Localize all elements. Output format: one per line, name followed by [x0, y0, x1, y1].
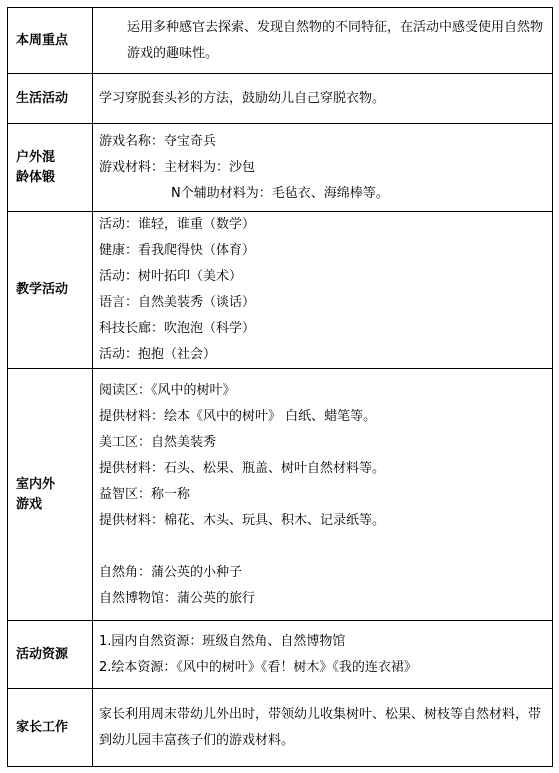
resource-item: 2.绘本资源：《风中的树叶》《看！树木》《我的连衣裙》	[99, 659, 417, 675]
row-parent-work	[8, 689, 553, 767]
label-text-line-2: 龄体锻	[16, 169, 56, 185]
life-text: 学习穿脱套头衫的方法，鼓励幼儿自己穿脱衣物。	[99, 90, 386, 106]
row-life-activity	[8, 74, 553, 124]
nature-museum: 自然博物馆：蒲公英的旅行	[99, 590, 256, 606]
label-weekly-focus	[8, 8, 93, 74]
content-teaching-activity	[93, 212, 553, 369]
teaching-item: 健康：看我爬得快（体育）	[99, 243, 256, 258]
art-materials: 提供材料：石头、松果、瓶盖、树叶自然材料等。	[99, 460, 386, 476]
puzzle-materials: 提供材料：棉花、木头、玩具、积木、记录纸等。	[99, 512, 386, 528]
content-parent-work	[93, 689, 553, 767]
label-text: 教学活动	[16, 282, 69, 297]
row-weekly-focus	[8, 8, 553, 74]
puzzle-area: 益智区：称一称	[99, 486, 191, 502]
label-text: 家长工作	[16, 719, 69, 735]
row-teaching-activity	[8, 212, 553, 369]
label-parent-work	[8, 689, 93, 767]
weekly-plan-table	[7, 7, 553, 767]
row-indoor-outdoor-games	[8, 369, 553, 621]
content-indoor-outdoor-games	[93, 369, 553, 621]
label-text: 本周重点	[16, 32, 69, 48]
parent-text: 家长利用周末带幼儿外出时，带领幼儿收集树叶、松果、树枝等自然材料，带到幼儿园丰富孩子们的游戏材料。	[99, 706, 542, 748]
label-text-line-2: 游戏	[16, 496, 43, 512]
teaching-item: 语言：自然美装秀（谈话）	[99, 295, 256, 310]
teaching-item: 科技长廊：吹泡泡（科学）	[99, 321, 256, 336]
label-activity-resources	[8, 621, 93, 689]
reading-area: 阅读区：《风中的树叶》	[99, 382, 236, 398]
game-name: 游戏名称：夺宝奇兵	[99, 133, 217, 149]
label-text-line-1: 户外混	[16, 149, 56, 165]
blank-line	[99, 534, 546, 560]
content-outdoor-exercise	[93, 124, 553, 212]
label-text: 生活活动	[16, 90, 69, 106]
label-text: 活动资源	[16, 646, 69, 662]
game-main-material: 游戏材料：主材料为：沙包	[99, 159, 256, 175]
content-weekly-focus	[93, 8, 553, 74]
label-outdoor-exercise	[8, 124, 93, 212]
label-text-line-1: 室内外	[16, 476, 56, 492]
content-life-activity	[93, 74, 553, 124]
label-indoor-outdoor-games	[8, 369, 93, 621]
art-area: 美工区：自然美装秀	[99, 434, 217, 450]
row-activity-resources	[8, 621, 553, 689]
reading-materials: 提供材料：绘本《风中的树叶》 白纸、蜡笔等。	[99, 408, 377, 424]
resource-item: 1.园内自然资源：班级自然角、自然博物馆	[99, 633, 346, 649]
teaching-item: 活动：谁轻，谁重（数学）	[99, 217, 256, 232]
content-activity-resources	[93, 621, 553, 689]
label-teaching-activity	[8, 212, 93, 369]
row-outdoor-exercise	[8, 124, 553, 212]
teaching-item: 活动：树叶拓印（美术）	[99, 269, 243, 284]
teaching-item: 活动：抱抱（社会）	[99, 347, 217, 362]
focus-text: 运用多种感官去探索、发现自然物的不同特征，在活动中感受使用自然物游戏的趣味性。	[127, 19, 544, 61]
nature-corner: 自然角：蒲公英的小种子	[99, 564, 243, 580]
game-aux-material: N个辅助材料为：毛毡衣、海绵棒等。	[171, 185, 389, 201]
label-life-activity	[8, 74, 93, 124]
